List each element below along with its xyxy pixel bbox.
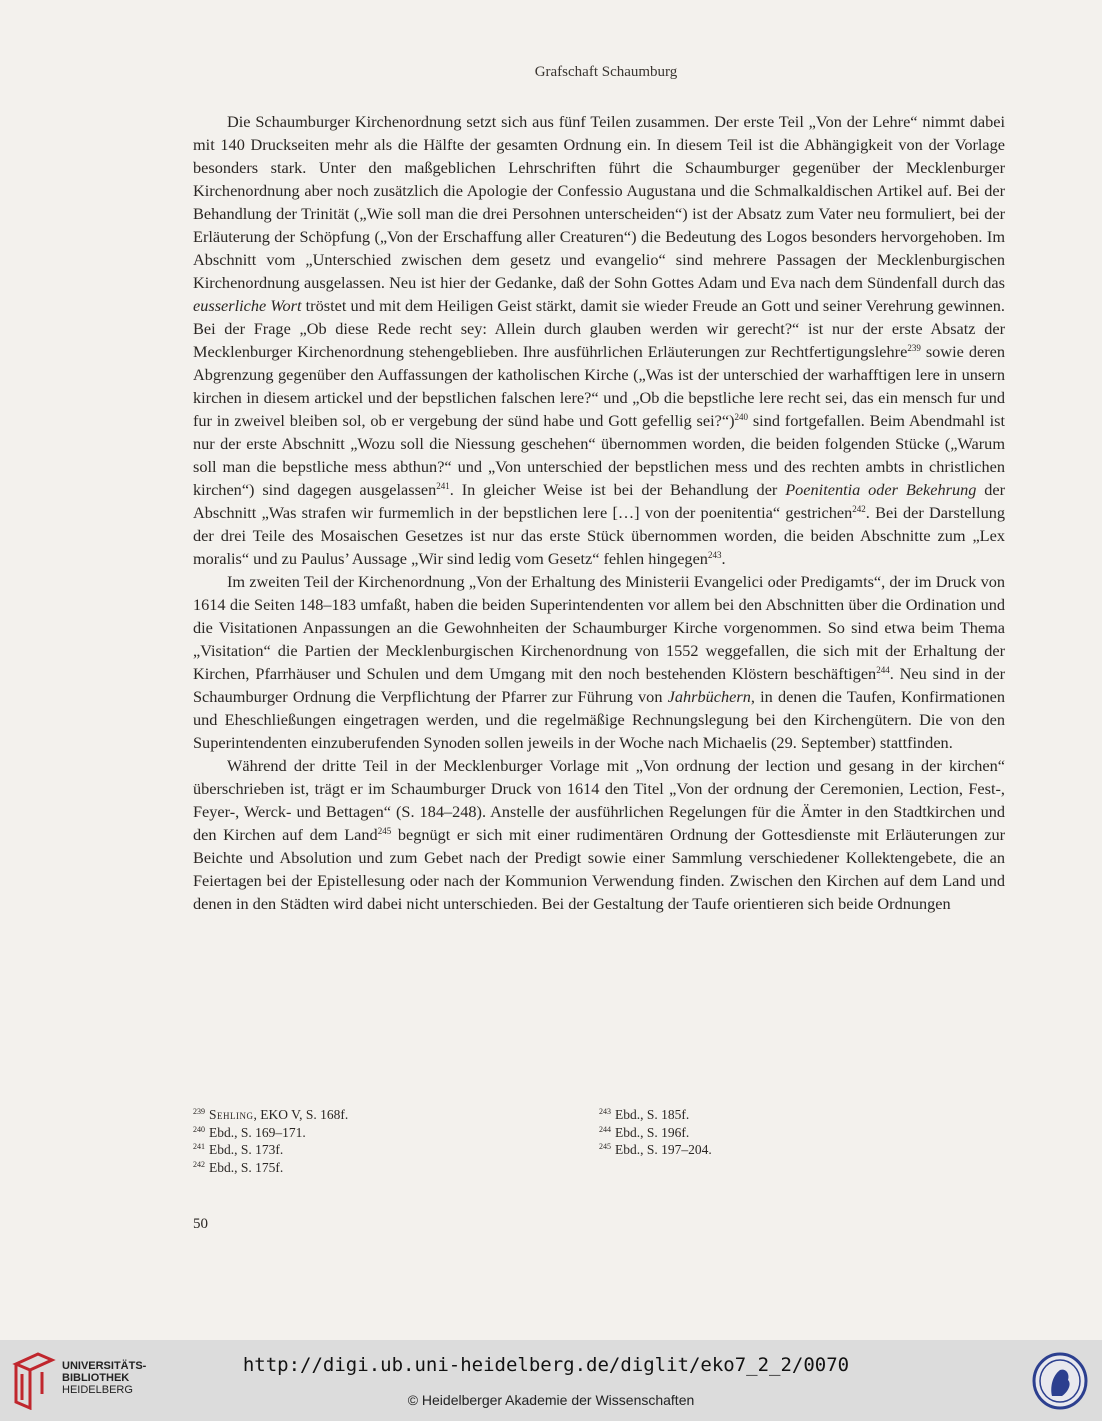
text-run: Im zweiten Teil der Kirchenordnung „Von der Erhaltung des Ministerii Evangelici oder Predigamts“, der im Druck von 1614 die Seiten 148–183 umfaßt, haben die beiden Superintendenten vor allem bei den Abschnitten über die Ordination und die Visitationen Anpassungen an die Gewohnheiten der Schaumburger Kirche vorgenommen. So sind etwa beim Thema „Visitation“ die Partien der Mecklenburgischen Kirchenordnung von 1552 weggefallen, die sich mit der Erhaltung der Kirchen, Pfarrhäuser und Schulen und dem Umgang mit den noch bestehenden Klöstern beschäftigen xyxy=(193,572,1005,683)
footnote-number: 245 xyxy=(599,1142,611,1151)
footnote-243 xyxy=(599,1106,1005,1124)
footnote-reference[interactable]: 244 xyxy=(876,665,890,675)
text-run: sowie deren Abgrenzung gegenüber den Auffassungen der katholischen Kirche („Was ist der unterschied der warhafftigen lere in unsern kirchen in diesem artickel und der bepstlichen falschen lere?“ und „Ob die bepstliche lere recht sei, das ein mensch fur und fur in zweivel bleiben sol, ob er vergebung der sünd habe und Gott gefellig sei?“) xyxy=(193,342,1005,430)
footnotes-left-column xyxy=(193,1106,599,1176)
footnote-242 xyxy=(193,1159,599,1177)
text-run: sind fortgefallen. Beim Abendmahl ist nur der erste Abschnitt „Wozu soll die Niessung geschehen“ übernommen worden, die beiden folgenden Stücke („Warum soll man die bepstliche mess abthun?“ und „Von unterschied der bepstlichen mess und des rechten ambts in christlichen kirchen“) sind dagegen ausgelassen xyxy=(193,411,1006,499)
footnote-number: 244 xyxy=(599,1124,611,1134)
text-run: . Bei der Darstellung der drei Teile des Mosaischen Gesetzes ist nur das erste Stück übernommen worden, die beiden Abschnitte zum „Lex moralis“ und zu Paulus’ Aussage „Wir sind ledig vom Gesetz“ fehlen hingegen xyxy=(193,503,1006,568)
text-run: Die Schaumburger Kirchenordnung setzt sich aus fünf Teilen zusammen. Der erste Teil „Von der Lehre“ nimmt dabei mit 140 Druckseiten mehr als die Hälfte der gesamten Ordnung ein. In diesem Teil ist die Abhängigkeit von der Vorlage besonders stark. Unter den maßgeblichen Lehrschriften führt die Schaumburger gegenüber der Mecklenburger Kirchenordnung aber noch zusätzlich die Apologie der Confessio Augustana und die Schmalkaldischen Artikel auf. Bei der Behandlung der Trinität („Wie soll man die drei Persohnen unterscheiden“) ist der Absatz zum Vater neu formuliert, bei der Erläuterung der Schöpfung („Von der Erschaffung aller Creaturen“) die Bedeutung des Logos besonders hervorgehoben. Im Abschnitt vom „Unterschied zwischen dem gesetz und evangelio“ sind mehrere Passagen der Mecklenburgischen Kirchenordnung ausgelassen. Neu ist hier der Gedanke, daß der Sohn Gottes Adam und Eva nach dem Sündenfall durch das xyxy=(193,112,1005,292)
footnote-text: Ebd., S. 196f. xyxy=(615,1124,690,1140)
footnote-number: 242 xyxy=(193,1159,205,1169)
footnote-245 xyxy=(599,1141,1005,1159)
footnote-240 xyxy=(193,1124,599,1142)
permalink-url[interactable]: http://digi.ub.uni-heidelberg.de/diglit/eko7_2_2/0070 xyxy=(242,1354,850,1376)
footnote-text: Ebd., S. 173f. xyxy=(209,1142,284,1157)
footer-bar xyxy=(0,1340,1102,1421)
text-run: begnügt er sich mit einer rudimentären Ordnung der Gottesdienste mit Erläuterungen zur Beichte und Absolution und zum Gebet nach der Predigt sowie einer Sammlung verschiedener Kollektengebete, die an Feiertagen bei der Epistellesung oder nach der Kommunion Verwendung finden. Zwischen den Kirchen auf dem Land und denen in den Städten wird dabei nicht unterschieden. Bei der Gestaltung der Taufe orientieren sich beide Ordnungen xyxy=(193,825,1006,913)
text-run: der Abschnitt „Was strafen wir furmemlich in der bepstlichen lere […] von der poenitentia“ gestrichen xyxy=(193,480,1006,522)
footnote-number: 241 xyxy=(193,1142,205,1151)
body-paragraph xyxy=(193,754,1005,915)
italic-term: Poenitentia oder Bekehrung xyxy=(785,480,977,499)
footnote-text: , EKO V, S. 168f. xyxy=(253,1107,349,1122)
footnote-reference[interactable]: 239 xyxy=(907,343,921,353)
footnote-text: Ebd., S. 197–204. xyxy=(615,1142,712,1157)
body-paragraph xyxy=(193,110,1005,570)
library-line-3: HEIDELBERG xyxy=(62,1384,133,1396)
text-run: Während der dritte Teil in der Mecklenburger Vorlage mit „Von ordnung der lection und gesang in der kirchen“ überschrieben ist, trägt er im Schaumburger Druck von 1614 den Titel „Von der ordnung der Ceremonien, Lection, Fest-, Feyer-, Werck- und Bettagen“ (S. 184–248). Anstelle der ausführlichen Regelungen für die Ämter in den Stadtkirchen und den Kirchen auf dem Land xyxy=(193,756,1005,844)
footnote-author: Sehling xyxy=(209,1107,254,1122)
footnote-241 xyxy=(193,1141,599,1159)
footnote-reference[interactable]: 245 xyxy=(377,826,392,836)
footnote-244 xyxy=(599,1124,1005,1142)
footnote-reference[interactable]: 243 xyxy=(707,550,722,560)
text-run: , in denen die Taufen, Konfirmationen und Eheschließungen eingetragen werden, und die regelmäßige Rechnungslegung bei den Kirchengütern. Die von den Superintendenten einzuberufenden Synoden sollen jeweils in der Woche nach Michaelis (29. September) stattfinden. xyxy=(193,687,1005,752)
text-run: . In gleicher Weise ist bei der Behandlung der xyxy=(449,480,786,499)
footnote-reference[interactable]: 240 xyxy=(734,412,749,422)
footnotes xyxy=(193,1106,1005,1176)
page-number: 50 xyxy=(193,1216,208,1232)
footnote-number: 243 xyxy=(599,1107,611,1116)
footnote-239 xyxy=(193,1106,599,1124)
footnote-text: Ebd., S. 185f. xyxy=(615,1107,690,1122)
library-line-2: BIBLIOTHEK xyxy=(62,1372,130,1384)
footnote-reference[interactable]: 242 xyxy=(852,504,866,514)
body-text xyxy=(193,110,1005,915)
text-run: . Neu sind in der Schaumburger Ordnung die Verpflichtung der Pfarrer zur Führung von xyxy=(193,664,1005,706)
footnotes-right-column xyxy=(599,1106,1005,1176)
copyright-text: © Heidelberger Akademie der Wissenschaften xyxy=(407,1392,695,1408)
text-run: tröstet und mit dem Heiligen Geist stärkt, damit sie wieder Freude an Gott und seiner Verehrung gewinnen. Bei der Frage „Ob diese Rede recht sey: Allein durch glauben werden wir gerecht?“ ist nur der erste Absatz der Mecklenburger Kirchenordnung stehengeblieben. Ihre ausführlichen Erläuterungen zur Rechtfertigungslehre xyxy=(193,296,1005,361)
italic-term: eusserliche Wort xyxy=(193,296,302,315)
running-title: Grafschaft Schaumburg xyxy=(534,64,678,80)
library-line-1: UNIVERSITÄTS- xyxy=(62,1360,147,1372)
footnote-reference[interactable]: 241 xyxy=(436,481,450,491)
academy-seal-icon[interactable] xyxy=(1032,1352,1088,1410)
footnote-text: Ebd., S. 175f. xyxy=(209,1159,284,1175)
body-paragraph xyxy=(193,570,1005,754)
footnote-text: Ebd., S. 169–171. xyxy=(209,1124,306,1140)
footnote-number: 240 xyxy=(193,1124,205,1134)
text-run: . xyxy=(721,549,726,568)
italic-term: Jahrbüchern xyxy=(667,687,751,706)
footnote-number: 239 xyxy=(193,1107,205,1116)
